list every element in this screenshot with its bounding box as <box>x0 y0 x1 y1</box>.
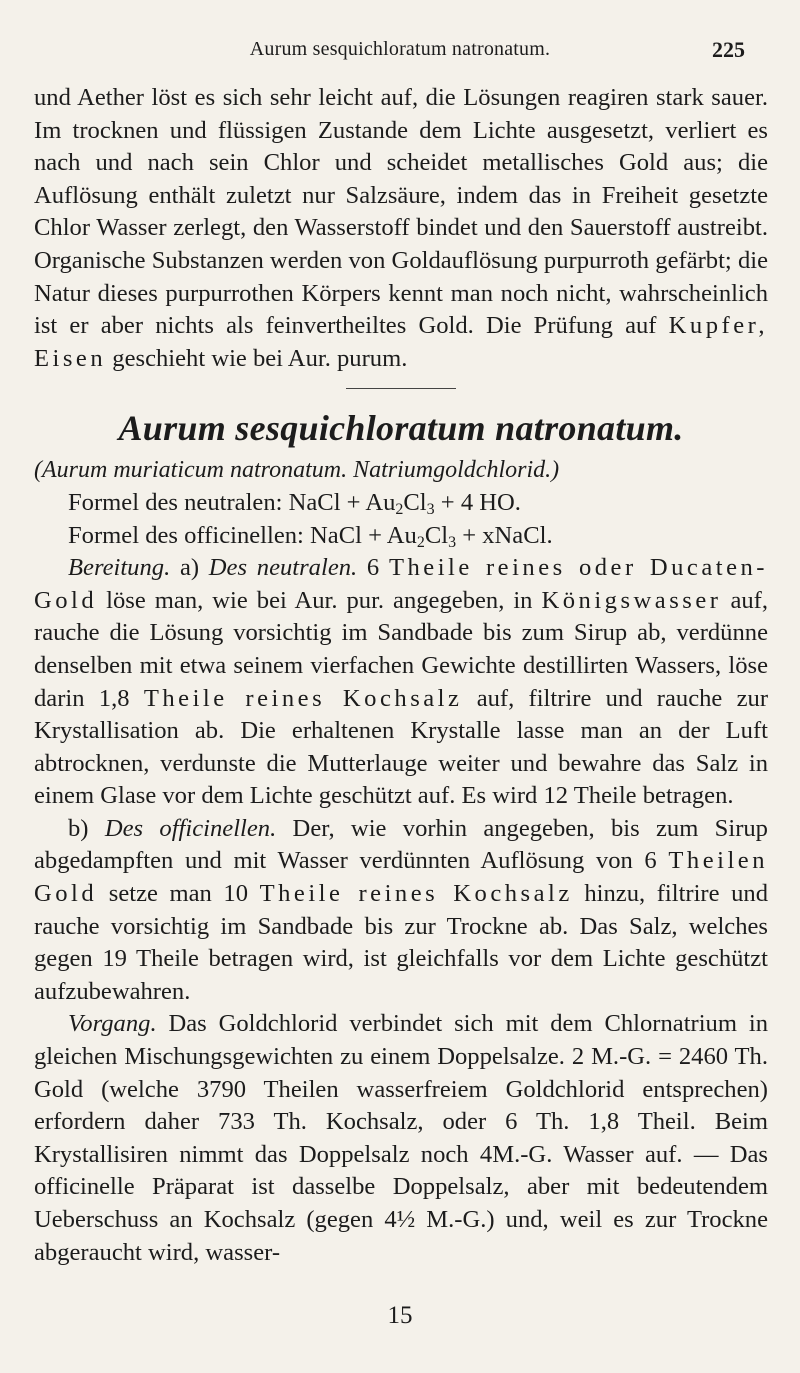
prep-a-t1: 6 <box>366 554 389 582</box>
formula-official-sub1: 2 <box>416 533 425 551</box>
formula-official <box>34 520 768 553</box>
prep-b-s1: Theilen Gold <box>34 847 768 908</box>
formula-neutral <box>34 487 768 520</box>
prep-a-s3: Theile reines Kochsalz <box>143 684 463 712</box>
formula-official-p1: NaCl + Au <box>310 521 417 549</box>
section-divider <box>346 388 456 389</box>
spaced-metals: Kupfer, Eisen <box>34 312 768 372</box>
process-text: Das Goldchlorid verbindet sich mit dem Chlornatrium in gleichen Mischungsgewichten zu einem Doppelsalze. 2 M.-G. = 2460 Th. Gold (welche 3790 Theilen wasserfreiem Goldchlorid entsprechen) erfordern daher 733 Th. Kochsalz, oder 6 Th. 1,8 Theil. Beim Krystallisiren nimmt das Doppelsalz noch 4M.-G. Wasser auf. — Das officinelle Präparat ist dasselbe Doppelsalz, aber mit bedeutendem Ueberschuss an Kochsalz (gegen <box>34 1010 768 1233</box>
continuation-end: geschieht wie bei Aur. purum. <box>106 344 408 372</box>
formula-official-label: Formel des officinellen: <box>68 521 304 549</box>
process-fraction: 4½ <box>384 1206 416 1233</box>
preparation-a-paragraph <box>34 552 768 813</box>
prep-a-s1: Theile reines oder Ducaten-Gold <box>34 554 768 614</box>
formula-neutral-label: Formel des neutralen: <box>68 488 283 516</box>
prep-a-title: Des neutralen. <box>208 554 358 582</box>
prep-a-s2: Königswasser <box>541 586 722 614</box>
continuation-text: und Aether löst es sich sehr leicht auf, die Lösungen reagiren stark sauer. Im trocknen und flüssigen Zustande dem Lichte ausgesetzt, verliert es nach und nach sein Chlor und scheidet metallisches Gold aus; die Auflösung enthält zuletzt nur Salzsäure, indem das in Freiheit gesetzte Chlor Wasser zerlegt, den Wasserstoff bindet und den Sauerstoff austreibt. Organische Substanzen werden von Goldauflösung purpurroth gefärbt; die Natur dieses purpurrothen Körpers kennt man noch nicht, wahrscheinlich ist er aber nichts als feinvertheiltes Gold. Die Prüfung auf <box>34 84 768 340</box>
prep-a-t3: auf, rauche die Lösung vorsichtig im Sandbade bis zum Sirup ab, verdünne denselben mit etwa seinem vierfachen Gewichte destillirten Wassers, löse darin 1,8 <box>34 586 768 712</box>
prep-b-t1: Der, wie vorhin angegeben, bis zum Sirup abgedampften und mit Wasser verdünnten Auflösung von 6 <box>34 814 768 875</box>
prep-b-t3: hinzu, filtrire und rauche vorsichtig im Sandbade bis zur Trockne ab. Das Salz, welches gegen 19 Theile betragen wird, ist gleichfalls vor dem Lichte geschützt aufzubewahren. <box>34 880 768 1005</box>
formula-neutral-p1: NaCl + Au <box>288 488 396 516</box>
process-text-end: M.-G.) und, weil es zur Trockne abgeraucht wird, wasser- <box>34 1206 769 1266</box>
formula-official-p2: Cl <box>424 521 449 549</box>
prep-b-s2: Theile reines Kochsalz <box>259 880 573 908</box>
prep-b-t2: setze man 10 <box>97 880 260 908</box>
process-paragraph <box>34 1008 768 1269</box>
formula-official-p3: + xNaCl. <box>462 521 553 549</box>
section-subtitle: (Aurum muriaticum natronatum. Natriumgoldchlorid.) <box>34 457 560 484</box>
formula-official-sub2: 3 <box>448 533 457 551</box>
prep-a-t2: löse man, wie bei Aur. pur. angegeben, in <box>97 586 542 614</box>
prep-b-title: Des officinellen. <box>104 814 277 842</box>
continuation-paragraph <box>34 82 768 375</box>
section-title: Aurum sesquichloratum natronatum. <box>118 408 684 449</box>
process-heading: Vorgang. <box>68 1010 157 1038</box>
formula-neutral-sub1: 2 <box>395 500 404 518</box>
formula-neutral-p3: + 4 HO. <box>440 488 521 516</box>
signature-mark: 15 <box>387 1302 413 1329</box>
prep-b-label: b) <box>68 814 89 842</box>
preparation-heading: Bereitung. <box>68 554 171 582</box>
running-title: Aurum sesquichloratum natronatum. <box>249 38 551 60</box>
prep-a-t4: auf, filtrire und rauche zur Krystallisation ab. Die erhaltenen Krystalle lasse man an der Luft abtrocknen, verdunste die Mutterlauge weiter und bewahre das Salz in einem Glase vor dem Lichte geschützt auf. Es wird 12 Theile betragen. <box>34 684 769 810</box>
prep-a-label: a) <box>179 554 200 582</box>
formula-neutral-sub2: 3 <box>426 500 435 518</box>
formula-neutral-p2: Cl <box>403 488 427 516</box>
page-number: 225 <box>712 37 745 62</box>
preparation-b-paragraph <box>34 813 768 1009</box>
page-header <box>0 38 800 66</box>
page-body <box>34 82 768 1269</box>
